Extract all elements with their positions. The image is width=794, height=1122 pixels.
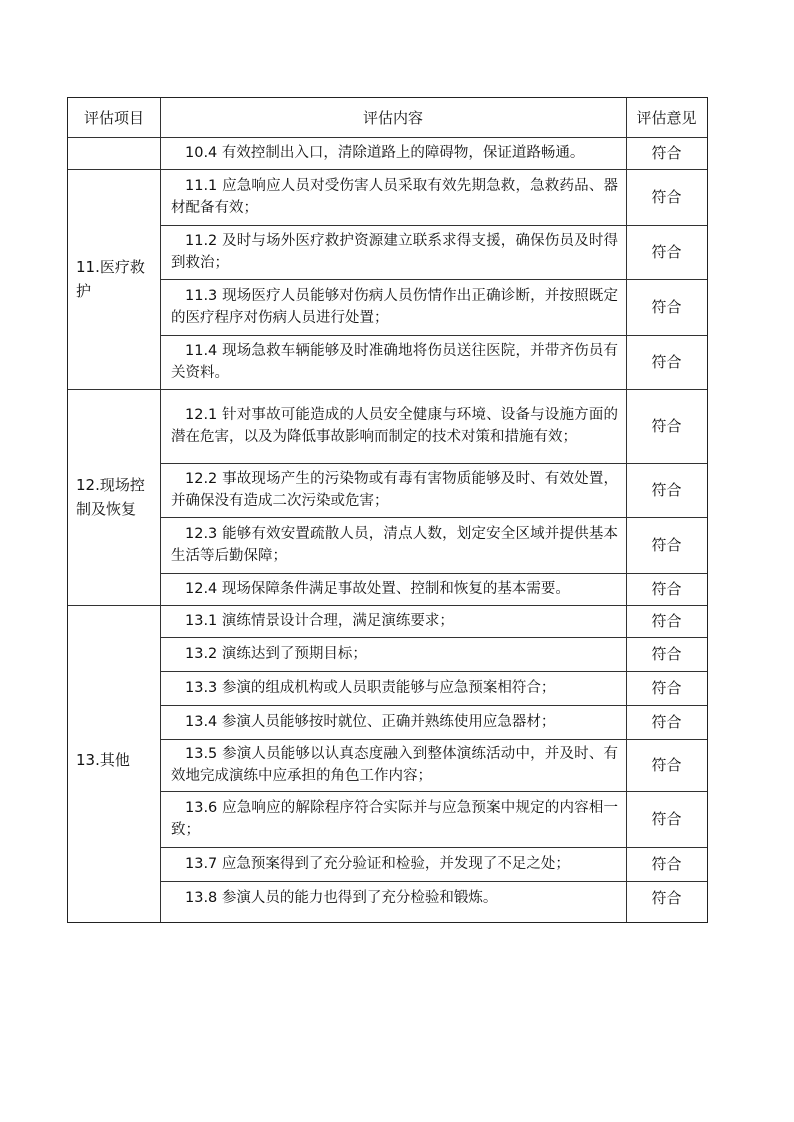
item-result: 符合 xyxy=(651,679,682,697)
item-content: 12.1 针对事故可能造成的人员安全健康与环境、设备与设施方面的潜在危害，以及为降低事故影响而制定的技术对策和措施有效； xyxy=(171,407,618,445)
item-result: 符合 xyxy=(651,855,682,873)
item-result: 符合 xyxy=(651,645,682,663)
group-category: 13.其他 xyxy=(76,750,130,769)
item-result: 符合 xyxy=(651,353,682,371)
header-content: 评估内容 xyxy=(362,108,423,127)
item-content: 13.6 应急响应的解除程序符合实际并与应急预案中规定的内容相一致； xyxy=(171,800,618,838)
item-result: 符合 xyxy=(651,417,682,435)
item-content: 13.7 应急预案得到了充分验证和检验，并发现了不足之处； xyxy=(185,856,570,872)
item-content: 11.3 现场医疗人员能够对伤病人员伤情作出正确诊断，并按照既定的医疗程序对伤病人员进行处置； xyxy=(171,288,618,326)
item-result: 符合 xyxy=(651,481,682,499)
item-content: 13.5 参演人员能够以认真态度融入到整体演练活动中，并及时、有效地完成演练中应承担的角色工作内容； xyxy=(171,746,618,784)
item-result: 符合 xyxy=(651,888,682,907)
item-content: 12.4 现场保障条件满足事故处置、控制和恢复的基本需要。 xyxy=(185,581,570,597)
item-content: 13.1 演练情景设计合理，满足演练要求； xyxy=(185,613,454,629)
item-content: 13.4 参演人员能够按时就位、正确并熟练使用应急器材； xyxy=(185,714,556,730)
item-content: 12.2 事故现场产生的污染物或有毒有害物质能够及时、有效处置，并确保没有造成二次污染或危害； xyxy=(171,471,618,509)
evaluation-table xyxy=(67,97,708,923)
item-result: 符合 xyxy=(651,298,682,316)
item-result: 符合 xyxy=(651,536,682,554)
item-result: 符合 xyxy=(651,810,682,828)
item-content: 10.4 有效控制出入口，清除道路上的障碍物，保证道路畅通。 xyxy=(185,145,585,161)
item-content: 13.3 参演的组成机构或人员职责能够与应急预案相符合； xyxy=(185,680,556,696)
item-result: 符合 xyxy=(651,580,682,598)
group-category: 12.现场控制及恢复 xyxy=(76,476,145,518)
item-content: 11.2 及时与场外医疗救护资源建立联系求得支援，确保伤员及时得到救治； xyxy=(171,233,618,271)
group-category xyxy=(68,137,160,169)
item-content: 13.8 参演人员的能力也得到了充分检验和锻炼。 xyxy=(185,889,498,906)
item-content: 11.1 应急响应人员对受伤害人员采取有效先期急救，急救药品、器材配备有效； xyxy=(171,178,618,216)
item-content: 12.3 能够有效安置疏散人员，清点人数，划定安全区域并提供基本生活等后勤保障； xyxy=(171,526,618,564)
item-content: 11.4 现场急救车辆能够及时准确地将伤员送往医院，并带齐伤员有关资料。 xyxy=(171,343,618,381)
group-category: 11.医疗救护 xyxy=(76,258,145,300)
item-result: 符合 xyxy=(651,756,682,774)
item-result: 符合 xyxy=(651,144,682,162)
item-result: 符合 xyxy=(651,188,682,206)
item-result: 符合 xyxy=(651,243,682,261)
item-content: 13.2 演练达到了预期目标； xyxy=(185,646,367,662)
item-result: 符合 xyxy=(651,713,682,731)
header-category: 评估项目 xyxy=(83,108,144,127)
header-result: 评估意见 xyxy=(636,108,697,127)
item-result: 符合 xyxy=(651,612,682,630)
